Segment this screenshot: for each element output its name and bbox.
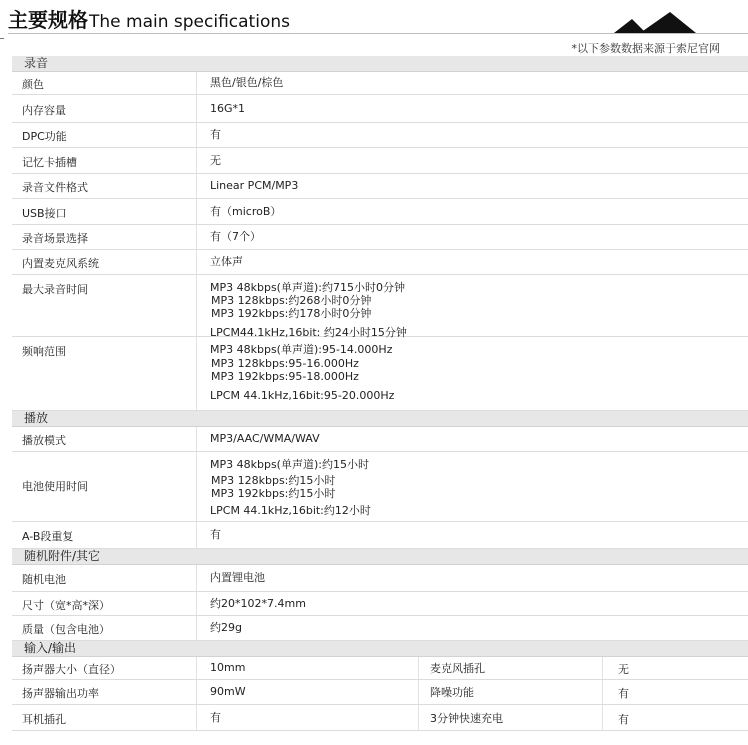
spec-value xyxy=(210,205,281,218)
column-divider xyxy=(196,72,197,94)
column-divider xyxy=(196,225,197,249)
spec-value-line: 约29g xyxy=(210,621,242,634)
column-divider xyxy=(196,705,197,730)
spec-row xyxy=(12,657,748,680)
spec-value-line: MP3 48kbps(单声道):约715小时0分钟 xyxy=(210,281,405,294)
spec-value-line: 有 xyxy=(210,528,221,541)
spec-value-line: MP3/AAC/WMA/WAV xyxy=(210,432,320,445)
spec-row xyxy=(12,337,748,411)
column-divider xyxy=(196,123,197,147)
spec-value-line: 有 xyxy=(210,128,221,141)
spec-value-line: MP3 48kbps(单声道):95-14.000Hz xyxy=(210,343,393,356)
header xyxy=(0,0,748,60)
title-cn: 主要规格 xyxy=(8,8,88,32)
spec-row xyxy=(12,225,748,250)
spec-value xyxy=(210,102,245,115)
spec-label: 麦克风插孔 xyxy=(430,662,485,675)
column-divider xyxy=(196,174,197,198)
column-divider xyxy=(196,452,197,521)
spec-value: 无 xyxy=(618,663,629,676)
spec-row xyxy=(12,592,748,616)
column-divider xyxy=(602,680,603,704)
spec-value-line: LPCM44.1kHz,16bit: 约24小时15分钟 xyxy=(210,326,407,339)
spec-row xyxy=(12,72,748,95)
column-divider xyxy=(418,680,419,704)
spec-value-line: LPCM 44.1kHz,16bit:约12小时 xyxy=(210,504,371,517)
column-divider xyxy=(418,657,419,679)
spec-value-line: 有（7个） xyxy=(210,230,261,243)
left-tick-mark xyxy=(0,38,4,39)
section-header xyxy=(12,549,748,565)
spec-row xyxy=(12,680,748,705)
spec-value xyxy=(210,255,243,268)
spec-value-line: 无 xyxy=(210,154,221,167)
spec-value xyxy=(210,128,221,141)
column-divider xyxy=(196,148,197,173)
spec-value-line: 有 xyxy=(210,711,221,724)
spec-label: DPC功能 xyxy=(22,130,67,143)
spec-value xyxy=(210,528,221,541)
spec-value xyxy=(210,230,261,243)
page-title xyxy=(8,4,290,33)
spec-value-line: 立体声 xyxy=(210,255,243,268)
spec-label: 播放模式 xyxy=(22,434,66,447)
mountain-icon xyxy=(614,12,696,34)
column-divider xyxy=(196,592,197,615)
spec-row xyxy=(12,250,748,275)
section-header xyxy=(12,56,748,72)
spec-row xyxy=(12,452,748,522)
title-en: The main specifications xyxy=(89,12,290,32)
spec-label: 降噪功能 xyxy=(430,686,474,699)
spec-row xyxy=(12,174,748,199)
spec-label: 颜色 xyxy=(22,78,44,91)
section-title: 输入/输出 xyxy=(24,641,77,655)
spec-label: 录音文件格式 xyxy=(22,181,88,194)
spec-label: 3分钟快速充电 xyxy=(430,712,503,725)
section-header xyxy=(12,411,748,427)
spec-label: 内置麦克风系统 xyxy=(22,257,99,270)
column-divider xyxy=(418,705,419,730)
column-divider xyxy=(196,250,197,274)
spec-value xyxy=(210,154,221,167)
section-header xyxy=(12,641,748,657)
spec-value xyxy=(210,76,283,89)
spec-value xyxy=(210,432,320,445)
column-divider xyxy=(602,705,603,730)
column-divider xyxy=(196,680,197,704)
spec-value xyxy=(210,343,394,402)
spec-row xyxy=(12,199,748,225)
spec-value-line: 10mm xyxy=(210,661,246,674)
spec-row xyxy=(12,705,748,731)
spec-row xyxy=(12,123,748,148)
spec-value xyxy=(210,458,371,517)
spec-value-line: MP3 128kbps:约15小时 xyxy=(211,474,336,487)
spec-value-line: 16G*1 xyxy=(210,102,246,115)
spec-label: 最大录音时间 xyxy=(22,283,88,296)
spec-label: 耳机插孔 xyxy=(22,713,66,726)
column-divider xyxy=(196,522,197,548)
spec-value xyxy=(210,685,246,698)
spec-label: 尺寸（宽*高*深） xyxy=(22,599,110,612)
section-title: 随机附件/其它 xyxy=(24,549,101,563)
spec-table xyxy=(12,56,748,731)
spec-row xyxy=(12,95,748,123)
spec-value-line: Linear PCM/MP3 xyxy=(210,179,299,192)
spec-value xyxy=(210,661,245,674)
column-divider xyxy=(196,199,197,224)
spec-label: 记忆卡插槽 xyxy=(22,156,77,169)
spec-label: 频响范围 xyxy=(22,345,66,358)
spec-label: USB接口 xyxy=(22,207,67,220)
spec-row xyxy=(12,427,748,452)
spec-row xyxy=(12,522,748,549)
spec-label: 随机电池 xyxy=(22,573,66,586)
spec-label: 质量（包含电池） xyxy=(22,623,110,636)
spec-value-line: MP3 192kbps:95-18.000Hz xyxy=(211,370,359,383)
section-title: 播放 xyxy=(24,411,49,425)
spec-value-line: LPCM 44.1kHz,16bit:95-20.000Hz xyxy=(210,389,395,402)
column-divider xyxy=(196,565,197,591)
source-note: *以下参数数据来源于索尼官网 xyxy=(571,42,720,55)
spec-value-line: MP3 128kbps:约268小时0分钟 xyxy=(211,294,372,307)
spec-value xyxy=(210,597,306,610)
spec-value-line: 内置锂电池 xyxy=(210,571,265,584)
spec-value xyxy=(210,281,407,339)
spec-value-line: MP3 48kbps(单声道):约15小时 xyxy=(210,458,369,471)
spec-value-line: 黑色/银色/棕色 xyxy=(210,76,284,89)
spec-value: 有 xyxy=(618,687,629,700)
spec-value-line: 有（microB） xyxy=(210,205,282,218)
spec-label: 录音场景选择 xyxy=(22,232,88,245)
spec-row xyxy=(12,565,748,592)
spec-value-line: MP3 192kbps:约178小时0分钟 xyxy=(211,307,372,320)
spec-value: 有 xyxy=(618,713,629,726)
column-divider xyxy=(602,657,603,679)
spec-label: A-B段重复 xyxy=(22,530,74,543)
spec-value-line: 90mW xyxy=(210,685,246,698)
section-title: 录音 xyxy=(24,56,49,70)
column-divider xyxy=(196,337,197,410)
spec-value xyxy=(210,711,221,724)
column-divider xyxy=(196,616,197,640)
column-divider xyxy=(196,95,197,122)
spec-value-line: 约20*102*7.4mm xyxy=(210,597,306,610)
spec-row xyxy=(12,616,748,641)
spec-label: 内存容量 xyxy=(22,104,66,117)
spec-value xyxy=(210,571,265,584)
spec-row xyxy=(12,275,748,337)
spec-label: 扬声器大小（直径） xyxy=(22,663,121,676)
column-divider xyxy=(196,427,197,451)
column-divider xyxy=(196,657,197,679)
spec-label: 扬声器输出功率 xyxy=(22,687,99,700)
spec-value xyxy=(210,621,242,634)
column-divider xyxy=(196,275,197,336)
spec-value-line: MP3 192kbps:约15小时 xyxy=(211,487,336,500)
spec-row xyxy=(12,148,748,174)
spec-value xyxy=(210,179,298,192)
spec-value-line: MP3 128kbps:95-16.000Hz xyxy=(211,357,359,370)
spec-label: 电池使用时间 xyxy=(22,480,88,493)
